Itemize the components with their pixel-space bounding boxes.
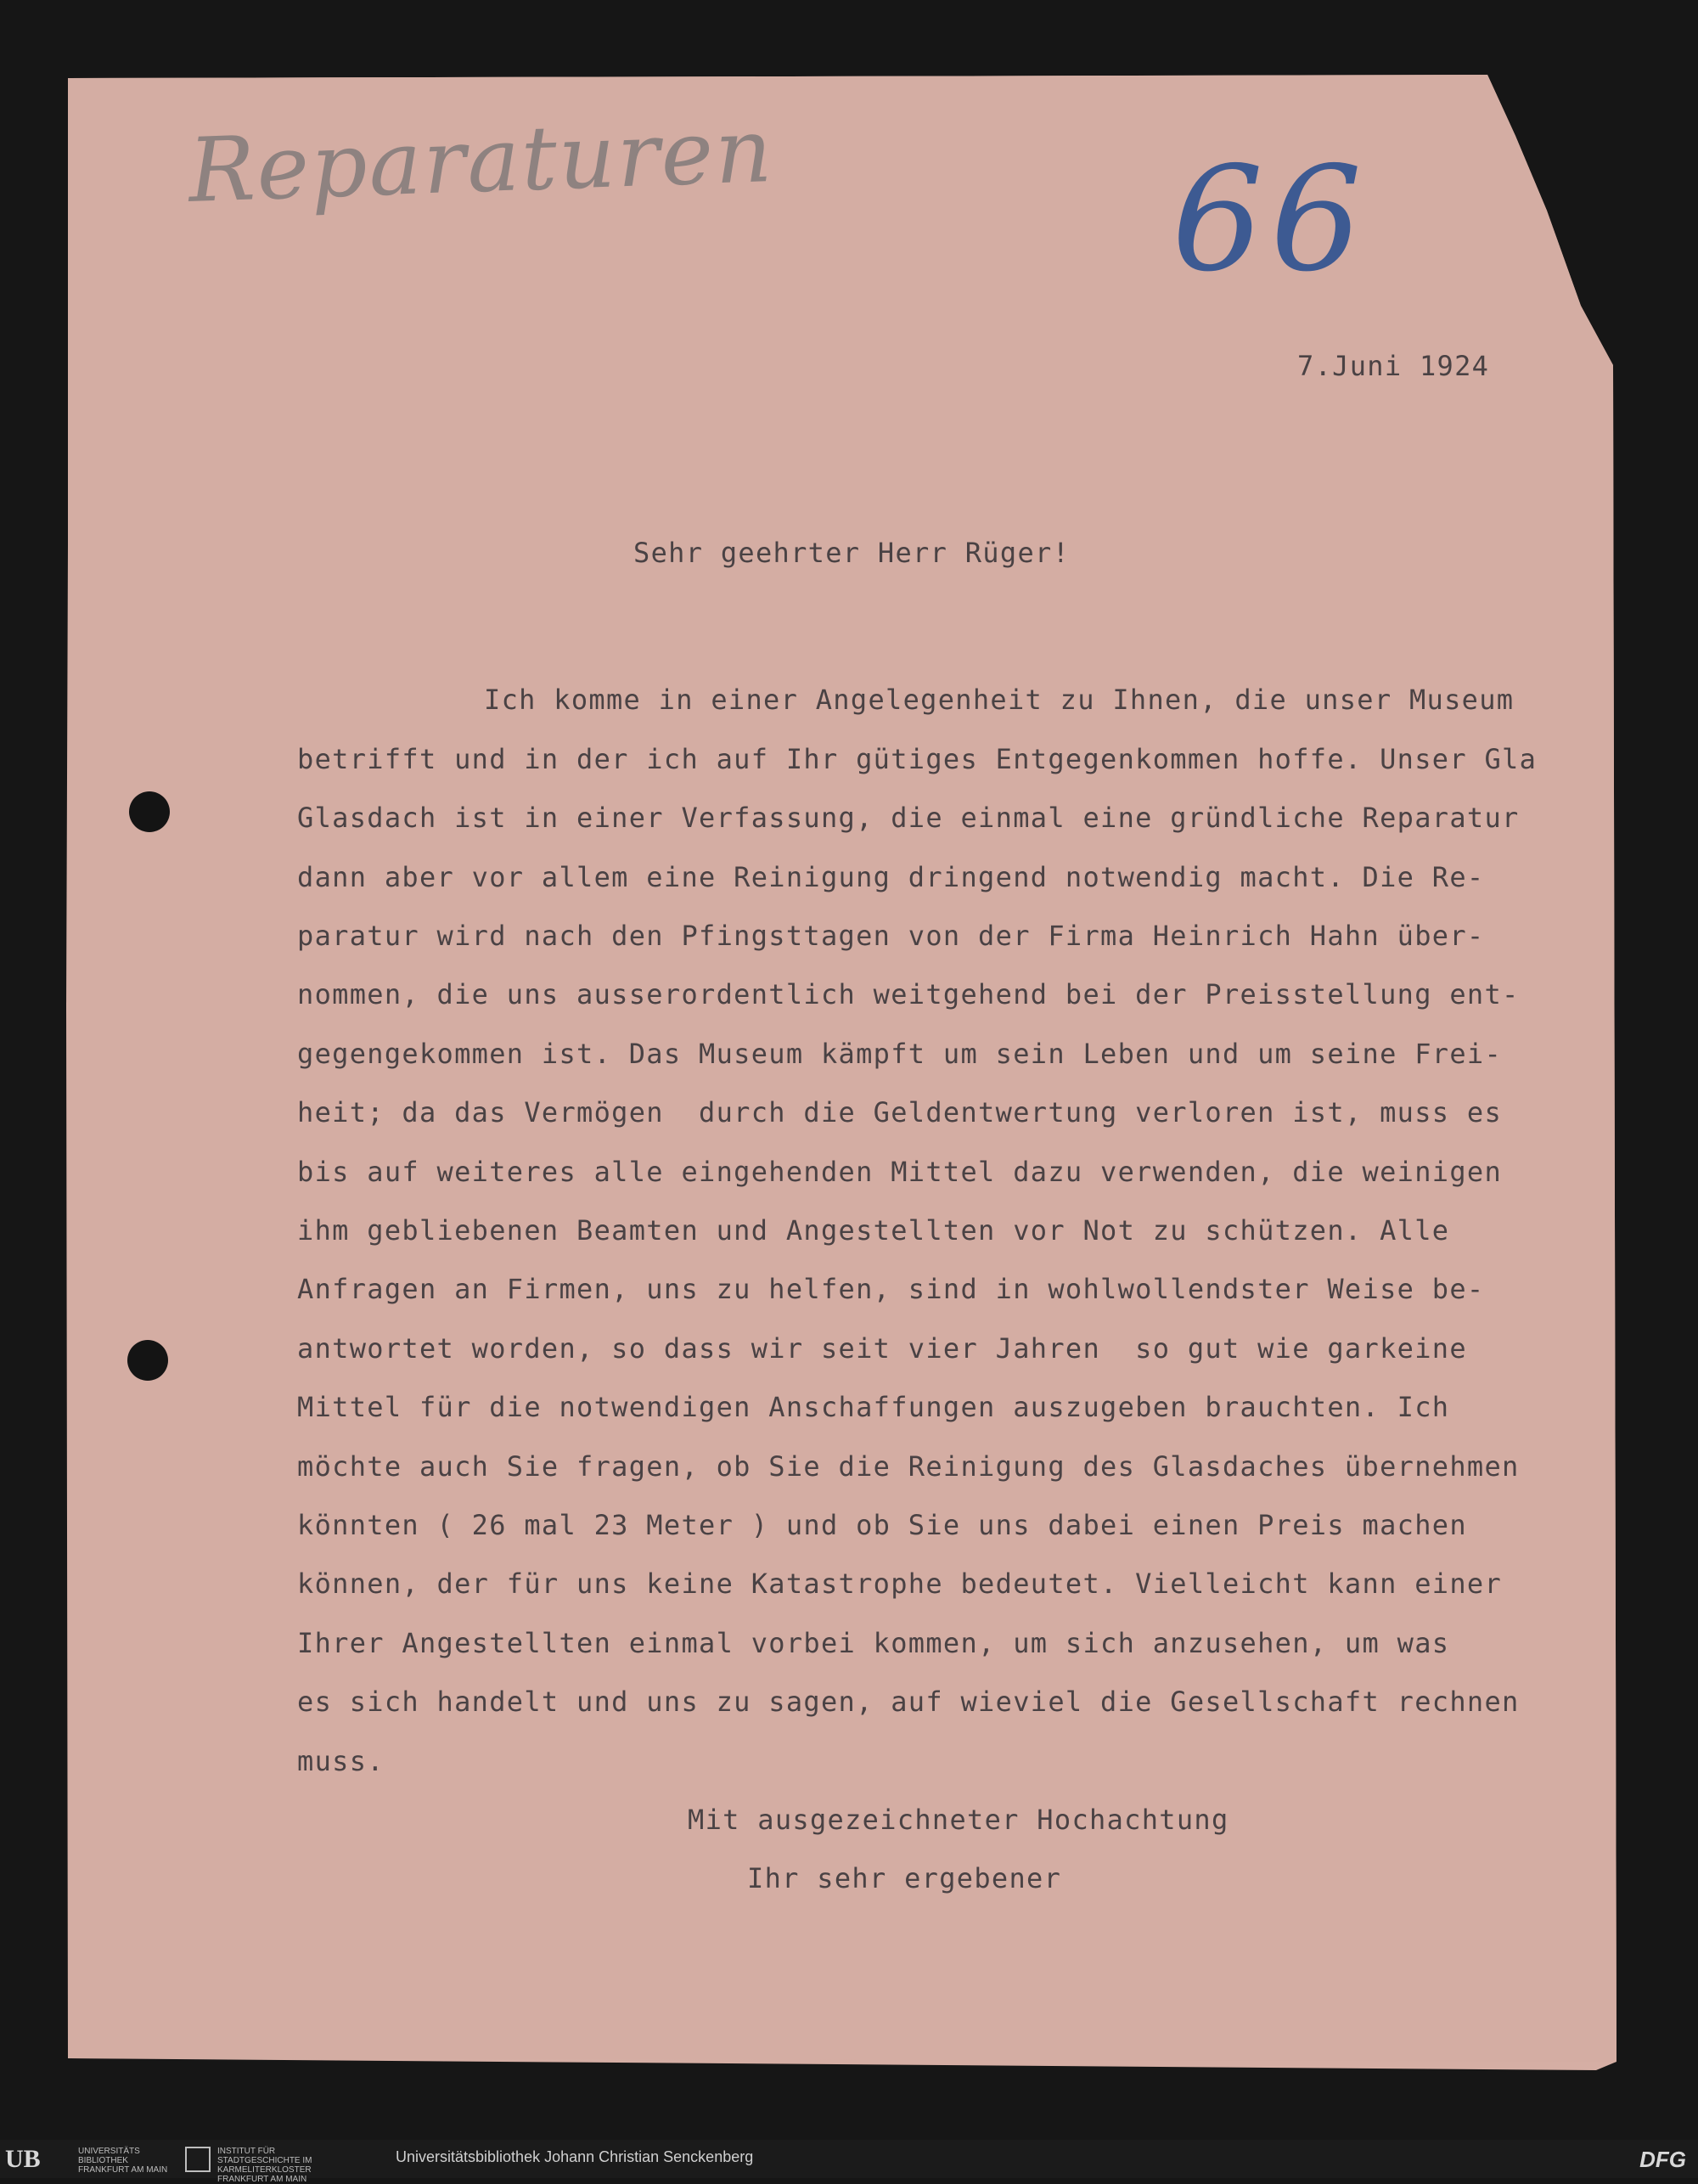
punch-hole-bottom xyxy=(127,1340,168,1381)
body-line: Ihrer Angestellten einmal vorbei kommen, um sich anzusehen, um was xyxy=(297,1627,1450,1659)
body-line: muss. xyxy=(297,1745,385,1777)
letter-salutation: Sehr geehrter Herr Rüger! xyxy=(633,537,1071,569)
ub-logo[interactable]: UB xyxy=(5,2145,41,2173)
ub-logo-text: UNIVERSITÄTS BIBLIOTHEK FRANKFURT AM MAIN xyxy=(78,2147,168,2175)
body-line: Ich komme in einer Angelegenheit zu Ihnen, die unser Museum xyxy=(484,684,1515,716)
body-line: bis auf weiteres alle eingehenden Mittel dazu verwenden, die weinigen xyxy=(297,1156,1503,1188)
library-name-link[interactable]: Universitätsbibliothek Johann Christian Senckenberg xyxy=(396,2148,754,2165)
pencil-note: Reparaturen xyxy=(187,98,776,222)
body-line: möchte auch Sie fragen, ob Sie die Reinigung des Glasdaches übernehmen xyxy=(297,1450,1520,1483)
institute-logo-icon[interactable] xyxy=(185,2147,211,2172)
body-line: heit; da das Vermögen durch die Geldentwertung verloren ist, muss es xyxy=(297,1096,1503,1129)
body-line: antwortet worden, so dass wir seit vier Jahren so gut wie garkeine xyxy=(297,1332,1467,1365)
dfg-logo[interactable]: DFG xyxy=(1639,2147,1686,2172)
body-line: gegengekommen ist. Das Museum kämpft um sein Leben und um seine Frei- xyxy=(297,1038,1503,1070)
body-line: Anfragen an Firmen, uns zu helfen, sind in wohlwollendster Weise be- xyxy=(297,1273,1485,1305)
body-line: nommen, die uns ausserordentlich weitgehend bei der Preisstellung ent- xyxy=(297,978,1520,1010)
page-number: 66 xyxy=(1172,136,1369,304)
letter-date: 7.Juni 1924 xyxy=(1297,350,1490,382)
closing-line: Mit ausgezeichneter Hochachtung xyxy=(688,1804,1229,1836)
body-line: betrifft und in der ich auf Ihr gütiges Entgegenkommen hoffe. Unser Gla xyxy=(297,743,1538,775)
body-line: Mittel für die notwendigen Anschaffungen auszugeben brauchten. Ich xyxy=(297,1391,1450,1423)
viewer-footer xyxy=(0,2140,1698,2184)
body-line: könnten ( 26 mal 23 Meter ) und ob Sie uns dabei einen Preis machen xyxy=(297,1509,1467,1541)
institute-logo-text: INSTITUT FÜR STADTGESCHICHTE IM KARMELITERKLOSTER FRANKFURT AM MAIN xyxy=(217,2147,312,2184)
punch-hole-top xyxy=(129,791,170,832)
body-line: dann aber vor allem eine Reinigung dringend notwendig macht. Die Re- xyxy=(297,861,1485,893)
body-line: paratur wird nach den Pfingsttagen von der Firma Heinrich Hahn über- xyxy=(297,920,1485,952)
body-line: Glasdach ist in einer Verfassung, die einmal eine gründliche Reparatur xyxy=(297,802,1520,834)
signature-line: Ihr sehr ergebener xyxy=(747,1862,1062,1894)
body-line: es sich handelt und uns zu sagen, auf wieviel die Gesellschaft rechnen xyxy=(297,1686,1520,1718)
body-line: ihm gebliebenen Beamten und Angestellten vor Not zu schützen. Alle xyxy=(297,1214,1450,1247)
body-line: können, der für uns keine Katastrophe bedeutet. Vielleicht kann einer xyxy=(297,1568,1503,1600)
